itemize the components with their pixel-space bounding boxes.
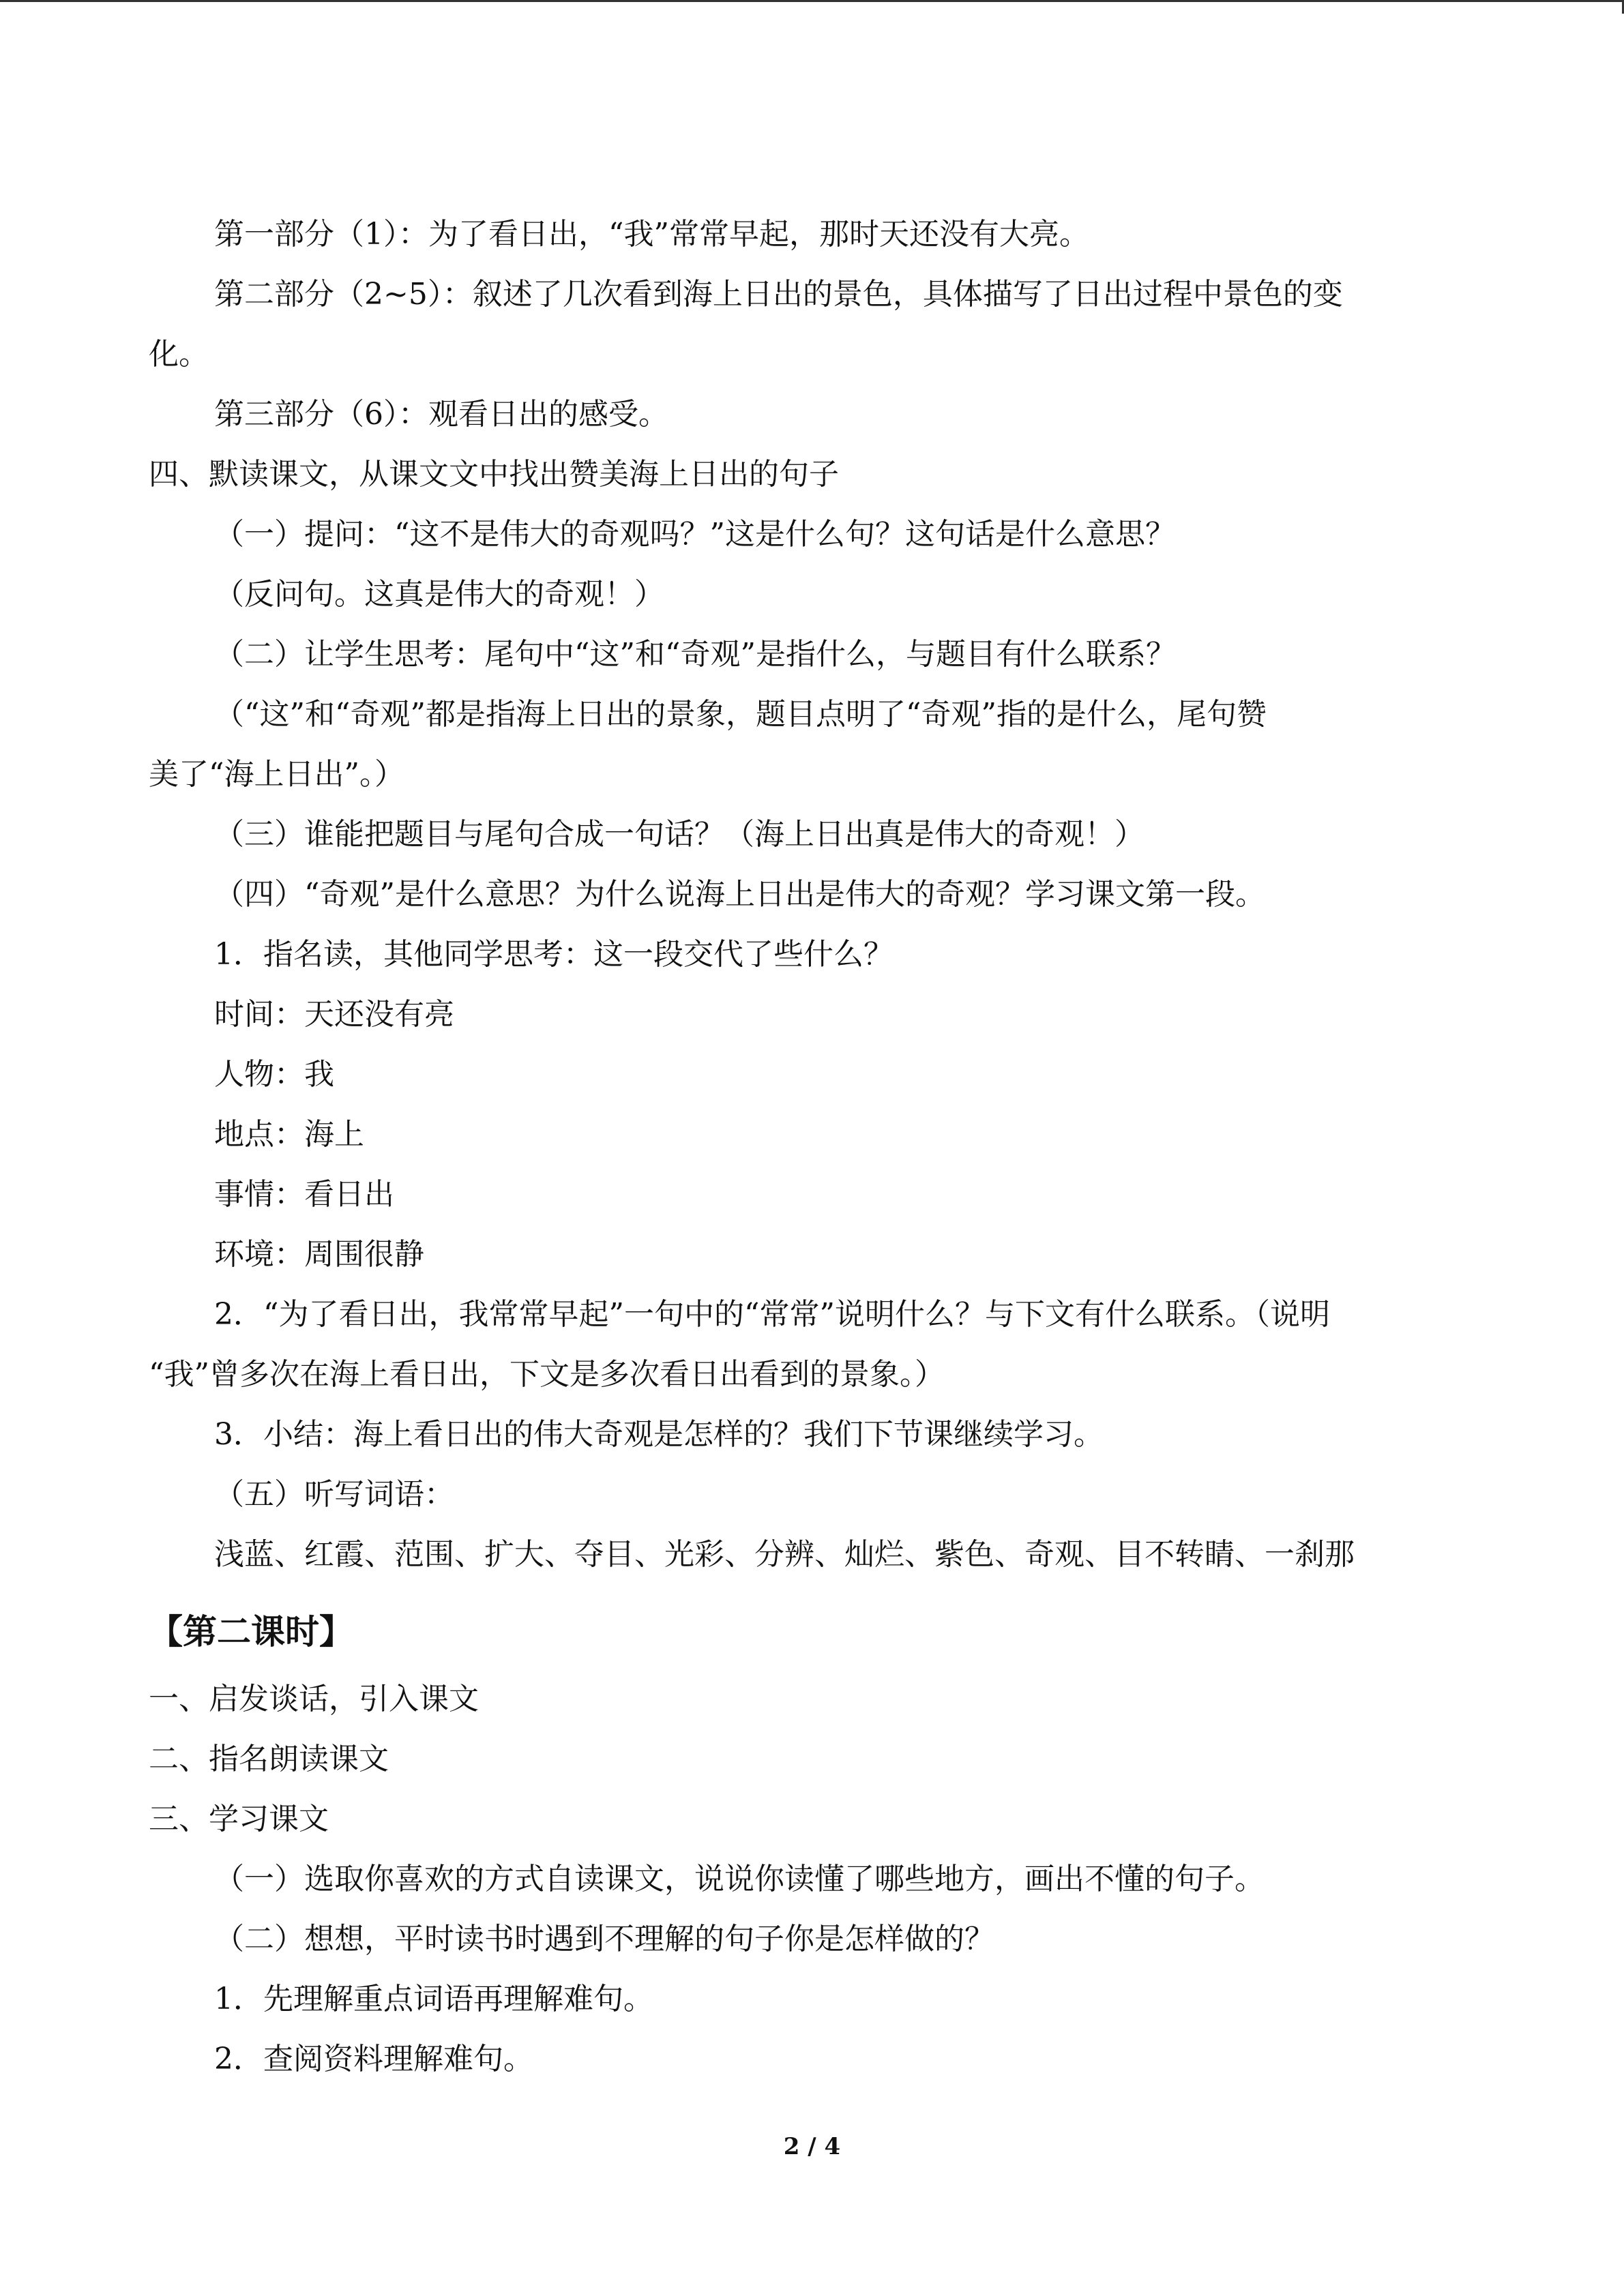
text-line: 1．指名读，其他同学思考：这一段交代了些什么？ <box>214 937 894 972</box>
text-line: 化。 <box>149 337 209 372</box>
text-line: （反问句。这真是伟大的奇观！） <box>214 577 664 612</box>
page-number: 2 / 4 <box>783 2133 841 2160</box>
text-line: 第三部分（6）：观看日出的感受。 <box>214 397 668 432</box>
text-line: 美了“海上日出”。） <box>149 757 404 792</box>
text-line: 人物：我 <box>214 1057 334 1092</box>
text-line: 一、启发谈话，引入课文 <box>149 1682 479 1716</box>
text-line: “我”曾多次在海上看日出，下文是多次看日出看到的景象。） <box>149 1357 945 1392</box>
text-line: （二）想想，平时读书时遇到不理解的句子你是怎样做的？ <box>214 1922 994 1956</box>
text-line: 环境：周围很静 <box>214 1237 424 1272</box>
paragraph-group-a <box>149 205 1486 1585</box>
text-line: 时间：天还没有亮 <box>214 997 454 1032</box>
text-line: （三）谁能把题目与尾句合成一句话？（海上日出真是伟大的奇观！） <box>214 817 1145 852</box>
paragraph-group-b <box>149 1669 1486 2089</box>
text-line: （一）提问：“这不是伟大的奇观吗？”这是什么句？这句话是什么意思？ <box>214 517 1175 552</box>
text-line: 第一部分（1）：为了看日出，“我”常常早起，那时天还没有大亮。 <box>214 217 1089 252</box>
document-body <box>149 205 1486 2089</box>
text-line: （五）听写词语： <box>214 1477 454 1512</box>
text-line: （“这”和“奇观”都是指海上日出的景象，题目点明了“奇观”指的是什么，尾句赞 <box>214 697 1267 732</box>
text-line: 第二部分（2~5）：叙述了几次看到海上日出的景色，具体描写了日出过程中景色的变 <box>214 277 1343 312</box>
text-line: 地点：海上 <box>214 1117 364 1152</box>
text-line: （二）让学生思考：尾句中“这”和“奇观”是指什么，与题目有什么联系？ <box>214 637 1176 672</box>
text-line: 2．查阅资料理解难句。 <box>214 2042 533 2076</box>
text-line: 2．“为了看日出，我常常早起”一句中的“常常”说明什么？与下文有什么联系。（说明 <box>214 1297 1330 1332</box>
text-line: 浅蓝、红霞、范围、扩大、夺目、光彩、分辨、灿烂、紫色、奇观、目不转睛、一刹那 <box>214 1537 1355 1572</box>
text-line: 四、默读课文，从课文文中找出赞美海上日出的句子 <box>149 457 839 492</box>
section-heading: 【第二课时】 <box>149 1612 353 1652</box>
page-top-border <box>0 0 1624 5</box>
text-line: （一）选取你喜欢的方式自读课文，说说你读懂了哪些地方，画出不懂的句子。 <box>214 1862 1265 1896</box>
text-line: （四）“奇观”是什么意思？为什么说海上日出是伟大的奇观？学习课文第一段。 <box>214 877 1265 912</box>
text-line: 二、指名朗读课文 <box>149 1742 389 1776</box>
text-line: 三、学习课文 <box>149 1802 329 1836</box>
text-line: 事情：看日出 <box>214 1177 394 1212</box>
text-line: 3．小结：海上看日出的伟大奇观是怎样的？我们下节课继续学习。 <box>214 1417 1104 1452</box>
text-line: 1．先理解重点词语再理解难句。 <box>214 1982 653 2016</box>
